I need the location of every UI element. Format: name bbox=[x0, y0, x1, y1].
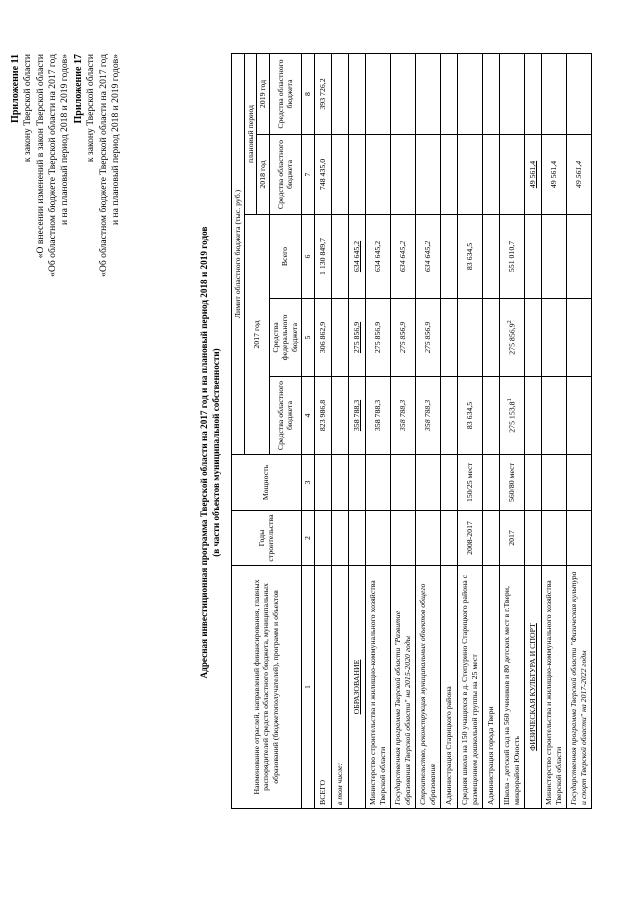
row-federal-2017 bbox=[524, 299, 541, 377]
row-regional-2017: 823 986,8 bbox=[314, 377, 331, 455]
row-regional-2019 bbox=[331, 54, 348, 135]
row-federal-2017 bbox=[566, 299, 591, 377]
row-regional-2018 bbox=[499, 135, 524, 215]
header-regional-2018: Средства областного бюджета bbox=[269, 135, 301, 215]
row-capacity: 150/25 мест bbox=[457, 455, 482, 511]
row-regional-2019 bbox=[348, 54, 365, 135]
row-regional-2018 bbox=[457, 135, 482, 215]
row-regional-2019 bbox=[457, 54, 482, 135]
row-regional-2019: 393 726,2 bbox=[314, 54, 331, 135]
column-number: 8 bbox=[301, 54, 314, 135]
row-capacity: 560/80 мест bbox=[499, 455, 524, 511]
row-years bbox=[566, 511, 591, 566]
row-capacity bbox=[314, 455, 331, 511]
table-row bbox=[348, 54, 365, 809]
appendix-17-title: Приложение 17 bbox=[73, 54, 84, 124]
table-row bbox=[499, 54, 524, 809]
value-text: 275 153,8 bbox=[508, 401, 518, 433]
appendix-11-line: «Об областном бюджете Тверской области на 2017 год bbox=[46, 54, 58, 277]
row-name: Администрация города Твери bbox=[482, 566, 499, 809]
header-capacity: Мощность bbox=[232, 455, 302, 511]
row-regional-2017 bbox=[541, 377, 566, 455]
row-regional-2019 bbox=[365, 54, 390, 135]
row-regional-2018 bbox=[482, 135, 499, 215]
row-regional-2017: 358 788,3 bbox=[415, 377, 440, 455]
row-name: Министерство строительства и жилищно-коммунального хозяйства Тверской области bbox=[365, 566, 390, 809]
row-total-2017: 551 010,7 bbox=[499, 215, 524, 299]
row-name: ФИЗИЧЕСКАЯ КУЛЬТУРА И СПОРТ bbox=[524, 566, 541, 809]
row-total-2017 bbox=[482, 215, 499, 299]
row-regional-2019 bbox=[541, 54, 566, 135]
row-federal-2017 bbox=[331, 299, 348, 377]
appendix-11-line: к закону Тверской области bbox=[22, 54, 34, 163]
row-regional-2017: 358 788,3 bbox=[390, 377, 415, 455]
row-regional-2019 bbox=[415, 54, 440, 135]
row-years bbox=[365, 511, 390, 566]
row-name: Школа - детский сад на 560 учеников и 80 детских мест в г.Твери, микрорайон Юность bbox=[499, 566, 524, 809]
row-name: ВСЕГО bbox=[314, 566, 331, 809]
table-row bbox=[390, 54, 415, 809]
table-row bbox=[566, 54, 591, 809]
table-row bbox=[440, 54, 457, 809]
header-regional-2017: Средства областного бюджета bbox=[269, 377, 301, 455]
header-year-2018: 2018 год bbox=[257, 135, 270, 215]
row-regional-2017 bbox=[566, 377, 591, 455]
row-regional-2019 bbox=[440, 54, 457, 135]
row-federal-2017: 306 862,9 bbox=[314, 299, 331, 377]
document-subtitle: (в части объектов муниципальной собственности) bbox=[210, 348, 221, 557]
row-total-2017: 83 634,5 bbox=[457, 215, 482, 299]
row-regional-2018: 49 561,4 bbox=[541, 135, 566, 215]
row-capacity bbox=[541, 455, 566, 511]
row-total-2017: 634 645,2 bbox=[348, 215, 365, 299]
footnote-mark: 1 bbox=[506, 398, 514, 402]
row-total-2017: 634 645,2 bbox=[415, 215, 440, 299]
appendix-11-line: «О внесении изменений в закон Тверской области bbox=[34, 54, 46, 259]
header-total-2017: Всего bbox=[269, 215, 301, 299]
header-years: Годы строительства bbox=[232, 511, 302, 566]
row-regional-2017 bbox=[482, 377, 499, 455]
row-name: Строительство, реконструкция муниципальных объектов общего образования bbox=[415, 566, 440, 809]
row-total-2017: 634 645,2 bbox=[390, 215, 415, 299]
appendix-17-line: «Об областном бюджете Тверской области на 2017 год bbox=[97, 54, 109, 277]
footnote-mark: 2 bbox=[506, 320, 514, 324]
appendix-17-line: к закону Тверской области bbox=[85, 54, 97, 163]
row-regional-2019 bbox=[499, 54, 524, 135]
table-row bbox=[331, 54, 348, 809]
row-regional-2017: 358 788,3 bbox=[348, 377, 365, 455]
row-years bbox=[390, 511, 415, 566]
row-name: Государственная программа Тверской области "Развитие образования Тверской области" на 2015-2020 годы bbox=[390, 566, 415, 809]
row-name: Министерство строительства и жилищно-коммунального хозяйства Тверской области bbox=[541, 566, 566, 809]
appendix-17-line: и на плановый период 2018 и 2019 годов» bbox=[109, 54, 121, 225]
document-title-line: Адресная инвестиционная программа Тверской области на 2017 год и на плановый период 2018 и 2019 годов bbox=[199, 226, 209, 679]
row-name: ОБРАЗОВАНИЕ bbox=[348, 566, 365, 809]
row-federal-2017: 275 856,9 bbox=[390, 299, 415, 377]
row-federal-2017 bbox=[499, 299, 524, 377]
value-text: 275 856,9 bbox=[508, 323, 518, 355]
row-years bbox=[348, 511, 365, 566]
row-years: 2008-2017 bbox=[457, 511, 482, 566]
row-capacity bbox=[440, 455, 457, 511]
row-years bbox=[440, 511, 457, 566]
header-name: Наименование отраслей, направлений финансирования, главных распорядителей средств областного бюджета, муниципальных образований (бюджетополучателей), программ и объектов bbox=[232, 566, 302, 809]
row-total-2017: 1 130 849,7 bbox=[314, 215, 331, 299]
column-number: 6 bbox=[301, 215, 314, 299]
investment-program-table bbox=[231, 53, 592, 809]
column-number: 7 bbox=[301, 135, 314, 215]
row-capacity bbox=[390, 455, 415, 511]
document-title bbox=[199, 0, 222, 905]
row-regional-2017: 83 634,5 bbox=[457, 377, 482, 455]
row-name: в том числе: bbox=[331, 566, 348, 809]
row-regional-2019 bbox=[524, 54, 541, 135]
column-number: 2 bbox=[301, 511, 314, 566]
row-regional-2018: 49 561,4 bbox=[524, 135, 541, 215]
appendix-11-header bbox=[10, 54, 71, 277]
appendix-11-line: и на плановый период 2018 и 2019 годов» bbox=[59, 54, 71, 225]
header-federal-2017: Средства федерального бюджета bbox=[269, 299, 301, 377]
table-row bbox=[415, 54, 440, 809]
header-year-2017: 2017 год bbox=[244, 215, 269, 455]
appendix-11-title: Приложение 11 bbox=[10, 54, 21, 123]
row-years bbox=[482, 511, 499, 566]
row-regional-2018 bbox=[365, 135, 390, 215]
table-row bbox=[541, 54, 566, 809]
row-regional-2018 bbox=[390, 135, 415, 215]
appendix-17-header bbox=[73, 54, 122, 277]
row-federal-2017: 275 856,9 bbox=[415, 299, 440, 377]
row-federal-2017 bbox=[457, 299, 482, 377]
row-capacity bbox=[348, 455, 365, 511]
row-regional-2017 bbox=[331, 377, 348, 455]
row-name: Государственная программа Тверской области "Физическая культура и спорт Тверской области" на 2017-2022 годы bbox=[566, 566, 591, 809]
row-federal-2017: 275 856,9 bbox=[348, 299, 365, 377]
row-total-2017 bbox=[524, 215, 541, 299]
row-regional-2018 bbox=[415, 135, 440, 215]
row-federal-2017 bbox=[440, 299, 457, 377]
row-regional-2018 bbox=[440, 135, 457, 215]
row-capacity bbox=[524, 455, 541, 511]
column-number: 5 bbox=[301, 299, 314, 377]
row-regional-2017 bbox=[524, 377, 541, 455]
column-number: 1 bbox=[301, 566, 314, 809]
row-regional-2018 bbox=[348, 135, 365, 215]
row-total-2017 bbox=[440, 215, 457, 299]
row-regional-2019 bbox=[566, 54, 591, 135]
header-regional-2019: Средства областного бюджета bbox=[269, 54, 301, 135]
column-number: 4 bbox=[301, 377, 314, 455]
row-total-2017 bbox=[331, 215, 348, 299]
row-regional-2018: 748 435,0 bbox=[314, 135, 331, 215]
row-total-2017: 634 645,2 bbox=[365, 215, 390, 299]
row-regional-2018 bbox=[331, 135, 348, 215]
row-name: Администрация Старицкого района bbox=[440, 566, 457, 809]
row-regional-2018: 49 561,4 bbox=[566, 135, 591, 215]
table-row bbox=[365, 54, 390, 809]
row-capacity bbox=[331, 455, 348, 511]
row-years bbox=[541, 511, 566, 566]
row-capacity bbox=[365, 455, 390, 511]
row-capacity bbox=[482, 455, 499, 511]
row-total-2017 bbox=[541, 215, 566, 299]
table-row bbox=[457, 54, 482, 809]
row-regional-2017 bbox=[440, 377, 457, 455]
row-years bbox=[415, 511, 440, 566]
row-federal-2017 bbox=[541, 299, 566, 377]
table-row bbox=[482, 54, 499, 809]
header-planned-period: плановый период bbox=[244, 54, 257, 215]
table-row bbox=[314, 54, 331, 809]
row-name: Средняя школа на 150 учащихся в д. Степурино Старицкого района с размещением дошкольной группы на 25 мест bbox=[457, 566, 482, 809]
row-total-2017 bbox=[566, 215, 591, 299]
row-years: 2017 bbox=[499, 511, 524, 566]
header-limit: Лимит областного бюджета (тыс. руб.) bbox=[232, 54, 245, 455]
header-year-2019: 2019 год bbox=[257, 54, 270, 135]
row-regional-2017: 358 788,3 bbox=[365, 377, 390, 455]
row-regional-2019 bbox=[390, 54, 415, 135]
column-number: 3 bbox=[301, 455, 314, 511]
row-federal-2017: 275 856,9 bbox=[365, 299, 390, 377]
row-regional-2017 bbox=[499, 377, 524, 455]
row-years bbox=[524, 511, 541, 566]
row-years bbox=[331, 511, 348, 566]
row-federal-2017 bbox=[482, 299, 499, 377]
row-regional-2019 bbox=[482, 54, 499, 135]
row-capacity bbox=[415, 455, 440, 511]
table-row bbox=[524, 54, 541, 809]
row-years bbox=[314, 511, 331, 566]
row-capacity bbox=[566, 455, 591, 511]
